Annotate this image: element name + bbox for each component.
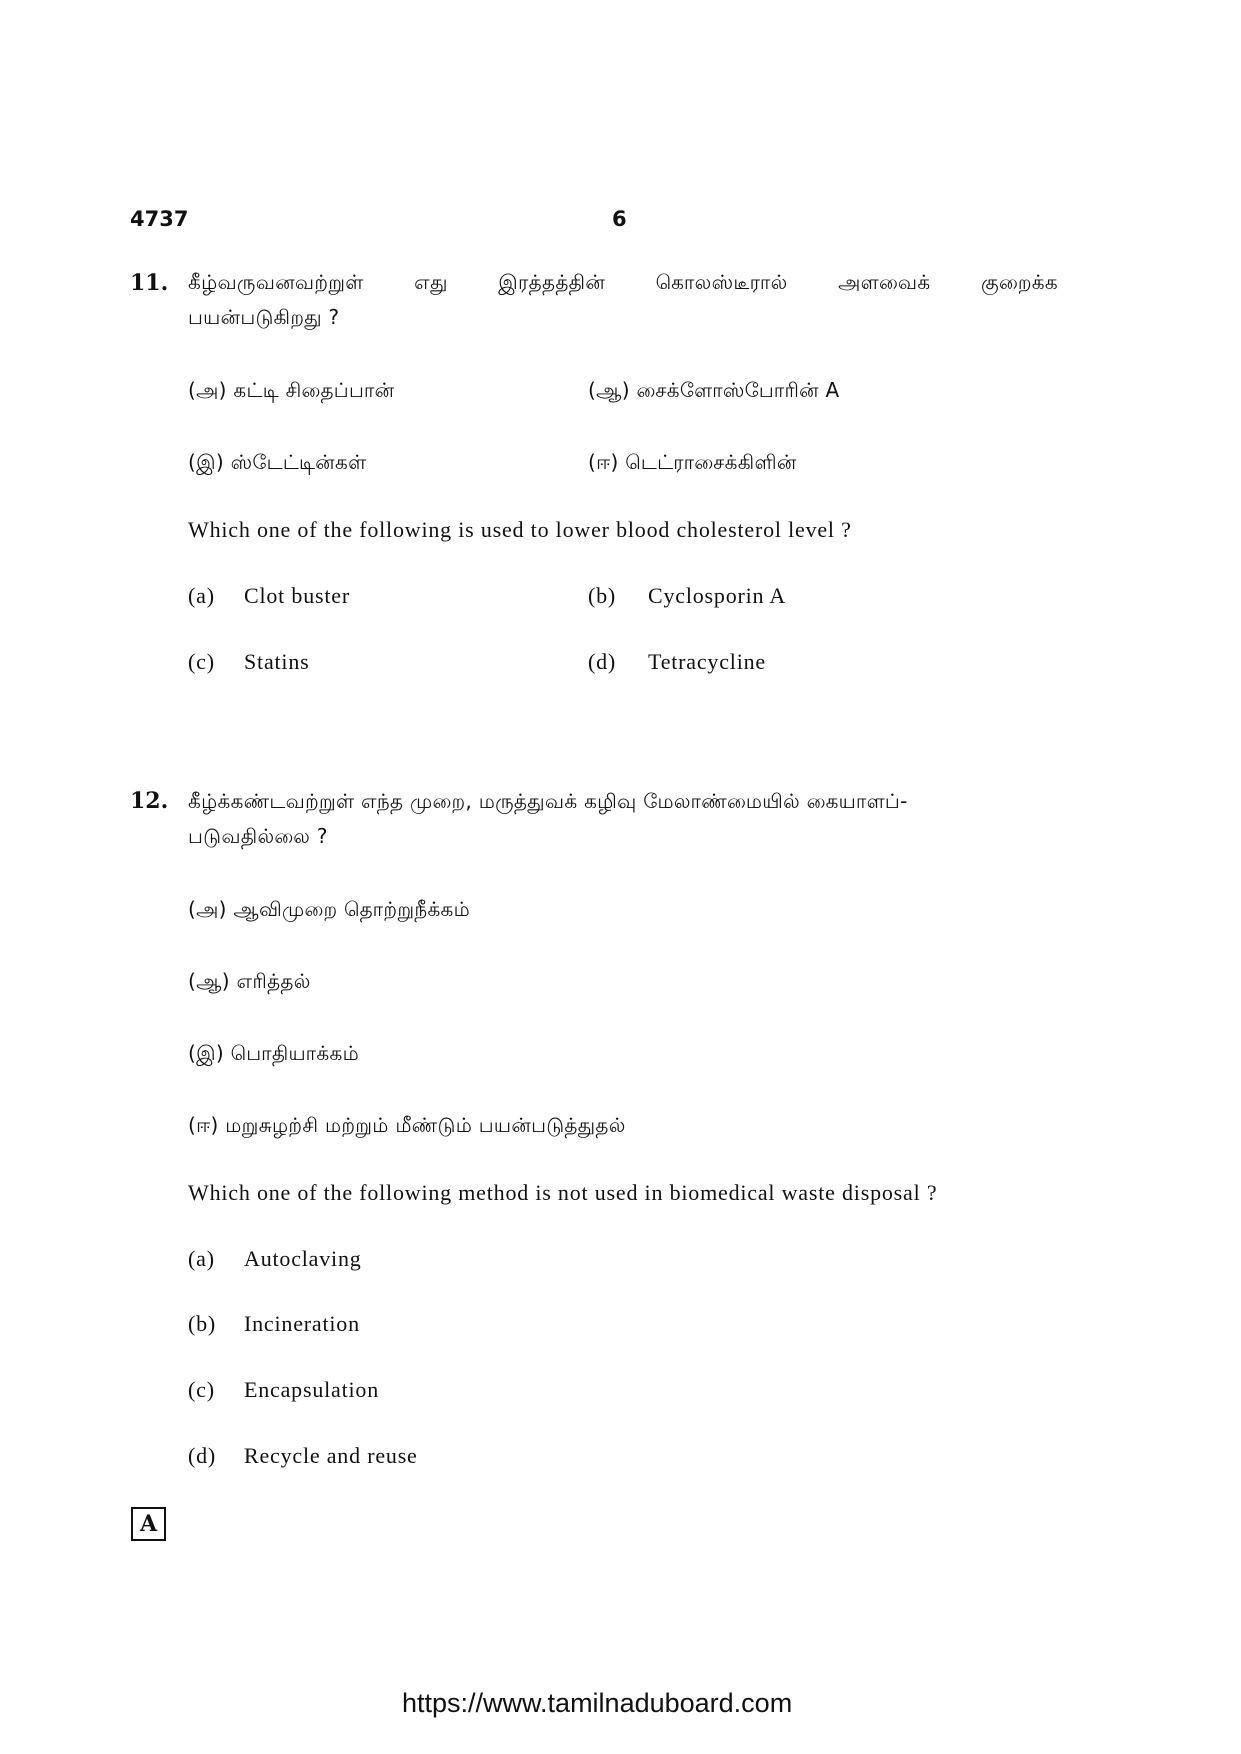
tamil-option: [188, 1041, 359, 1068]
tamil-option: [588, 450, 797, 477]
option-text: Clot buster: [244, 583, 350, 608]
option-label: (இ): [188, 1041, 224, 1065]
website-url[interactable]: https://www.tamilnaduboard.com: [402, 1688, 793, 1718]
option-text: டெட்ராசைக்கிளின்: [625, 450, 797, 474]
option-text: Recycle and reuse: [244, 1443, 418, 1468]
option-label: (இ): [188, 450, 224, 474]
option-label: (b): [588, 583, 617, 608]
question-number: 12.: [130, 788, 169, 814]
question-paper-code: 4737: [130, 207, 189, 231]
tamil-option: [188, 897, 470, 924]
option-label: (ஆ): [188, 969, 230, 993]
booklet-series-box: A: [131, 1507, 166, 1541]
option-label: (அ): [188, 897, 227, 921]
question-text-tamil-cont: பயன்படுகிறது ?: [188, 305, 340, 329]
option-label: (ஈ): [188, 1113, 219, 1137]
option-text: Tetracycline: [648, 649, 766, 674]
option-label: (d): [588, 649, 617, 674]
tamil-option: [188, 378, 394, 405]
option-text: Autoclaving: [244, 1246, 362, 1271]
tamil-option: [188, 1113, 626, 1140]
option-label: (ஈ): [588, 450, 619, 474]
question-text-tamil-cont: படுவதில்லை ?: [188, 824, 328, 848]
option-label: (c): [188, 649, 215, 674]
page-number: 6: [612, 207, 627, 231]
tamil-option: [188, 969, 311, 996]
option-label: (a): [188, 1246, 215, 1271]
option-text: ஆவிமுறை தொற்றுநீக்கம்: [233, 897, 471, 921]
tamil-option: [188, 450, 366, 477]
option-label: (a): [188, 583, 215, 608]
option-label: (அ): [188, 378, 227, 402]
tamil-option: [588, 378, 840, 405]
option-label: (ஆ): [588, 378, 630, 402]
option-text: கட்டி சிதைப்பான்: [233, 378, 395, 402]
question-text-english: Which one of the following is used to lower blood cholesterol level ?: [188, 517, 852, 542]
question-number: 11.: [130, 270, 169, 296]
option-text: எரித்தல்: [236, 969, 311, 993]
option-text: மறுசுழற்சி மற்றும் மீண்டும் பயன்படுத்துதல்: [225, 1113, 626, 1137]
option-text: Cyclosporin A: [648, 583, 787, 608]
option-text: Incineration: [244, 1311, 360, 1336]
question-text-tamil: கீழ்வருவனவற்றுள் எது இரத்தத்தின் கொலஸ்டீரால் அளவைக் குறைக்க: [188, 270, 1058, 294]
option-text: ஸ்டேட்டின்கள்: [230, 450, 367, 474]
option-text: பொதியாக்கம்: [230, 1041, 360, 1065]
question-text-tamil: கீழ்க்கண்டவற்றுள் எந்த முறை, மருத்துவக் கழிவு மேலாண்மையில் கையாளப்-: [188, 789, 908, 813]
option-label: (c): [188, 1377, 215, 1402]
option-text: சைக்ளோஸ்போரின் A: [636, 378, 840, 402]
option-text: Statins: [244, 649, 310, 674]
option-label: (b): [188, 1311, 217, 1336]
option-label: (d): [188, 1443, 217, 1468]
option-text: Encapsulation: [244, 1377, 380, 1402]
question-text-english: Which one of the following method is not used in biomedical waste disposal ?: [188, 1180, 938, 1205]
